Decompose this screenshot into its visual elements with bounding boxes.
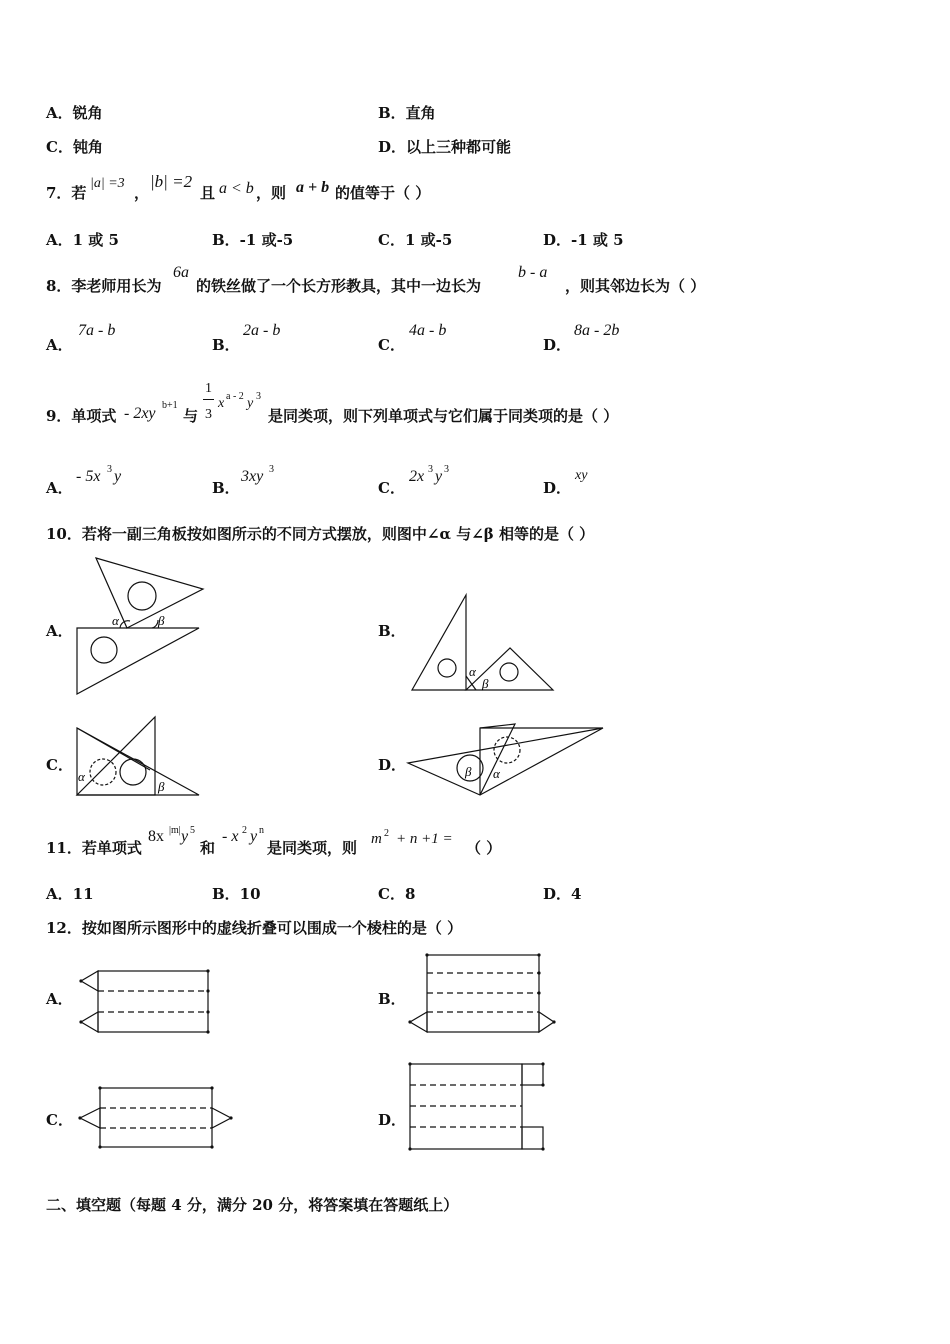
- q8-option-a: 7a - b: [78, 322, 116, 339]
- q9-option-c-y-exp: 3: [444, 464, 449, 475]
- q11-monomial-2-exp: 2: [242, 825, 247, 836]
- q8-option-b: 2a - b: [243, 322, 281, 339]
- q9-option-d: xy: [575, 468, 588, 483]
- q7-option-d: D．-1 或 5: [543, 231, 624, 249]
- q9-option-a-y: y: [114, 468, 122, 485]
- q10-label-c: C．: [46, 756, 73, 774]
- q12-label-c: C．: [46, 1111, 73, 1129]
- q7-number: 7．若: [46, 184, 87, 202]
- q8-label-d: D．: [543, 336, 572, 354]
- q7-then: ，则: [256, 184, 287, 202]
- q12-label-d: D．: [378, 1111, 407, 1129]
- q11-option-a: A．11: [46, 885, 94, 903]
- q11-monomial-2-y: y: [250, 828, 258, 845]
- q8-label-a: A．: [46, 336, 73, 354]
- q10d-alpha-label: α: [493, 766, 500, 781]
- q9-monomial-2-y: y: [247, 396, 254, 411]
- q7-option-c: C．1 或-5: [378, 231, 453, 249]
- q12-question: 12．按如图所示图形中的虚线折叠可以围成一个棱柱的是（ ）: [46, 919, 463, 937]
- q9-monomial-2-y-exp: 3: [256, 391, 261, 402]
- q9-option-c-exp: 3: [428, 464, 433, 475]
- q10-question: 10．若将一副三角板按如图所示的不同方式摆放，则图中∠α 与∠β 相等的是（ ）: [46, 525, 595, 543]
- q11-expression-tail: + n +1 =: [396, 831, 453, 847]
- q10c-alpha-label: α: [78, 769, 85, 784]
- q7-abs-b: |b| =2: [150, 172, 193, 191]
- q9-text-3: 是同类项，则下列单项式与它们属于同类项的是（ ）: [268, 407, 619, 425]
- q7-expression: a + b: [296, 179, 330, 196]
- q12-label-b: B．: [378, 990, 406, 1008]
- q8-label-c: C．: [378, 336, 405, 354]
- q11-option-c: C．8: [378, 885, 416, 903]
- q9-monomial-2: x: [218, 396, 225, 411]
- q11-expression-exp: 2: [384, 828, 389, 839]
- q6-option-b: B．直角: [378, 104, 436, 122]
- q9-label-a: A．: [46, 479, 73, 497]
- q8-text-1: 8．李老师用长为: [46, 277, 162, 295]
- q9-option-a: - 5x: [76, 468, 101, 485]
- q7-sep: ，: [134, 184, 150, 202]
- q9-fraction-num: 1: [205, 381, 212, 396]
- q11-monomial-1-exp: |m|: [169, 825, 181, 836]
- q12-label-a: A．: [46, 990, 73, 1008]
- q11-text-2: 和: [200, 839, 216, 857]
- q8-label-b: B．: [212, 336, 240, 354]
- q11-monomial-1-y: y: [181, 828, 189, 845]
- q6-option-c: C．钝角: [46, 138, 103, 156]
- q11-expression: m: [371, 831, 382, 847]
- q11-text-3: 是同类项，则: [267, 839, 358, 857]
- q11-monomial-2-y-exp: n: [259, 825, 264, 836]
- q10-label-a: A．: [46, 622, 73, 640]
- q8-option-c: 4a - b: [409, 322, 447, 339]
- q9-monomial-2-exp: a - 2: [226, 391, 244, 402]
- q7-and: 且: [200, 184, 216, 202]
- q9-label-c: C．: [378, 479, 405, 497]
- q9-label-d: D．: [543, 479, 572, 497]
- q8-option-d: 8a - 2b: [574, 322, 620, 339]
- q9-option-b-exp: 3: [269, 464, 274, 475]
- q9-option-c: 2x: [409, 468, 425, 485]
- q11-monomial-1: 8x: [148, 828, 164, 845]
- q9-label-b: B．: [212, 479, 240, 497]
- q10a-alpha-label: α: [112, 613, 119, 628]
- section-2-title: 二、填空题（每题 4 分，满分 20 分，将答案填在答题纸上）: [46, 1196, 459, 1214]
- q6-option-d: D．以上三种都可能: [378, 138, 512, 156]
- q11-monomial-2: - x: [222, 828, 239, 845]
- q9-option-c-y: y: [435, 468, 443, 485]
- q9-monomial-1: - 2xy: [124, 405, 156, 422]
- q9-text-1: 9．单项式: [46, 407, 117, 425]
- q8-length: 6a: [173, 264, 189, 281]
- q11-monomial-1-y-exp: 5: [190, 825, 195, 836]
- q10-label-b: B．: [378, 622, 406, 640]
- q7-tail: 的值等于（ ）: [335, 184, 431, 202]
- q9-option-a-exp: 3: [107, 464, 112, 475]
- q7-abs-a: |a| =3: [90, 176, 125, 191]
- q11-option-d: D．4: [543, 885, 582, 903]
- q8-text-2: 的铁丝做了一个长方形教具，其中一边长为: [196, 277, 482, 295]
- q11-text-1: 11．若单项式: [46, 839, 142, 857]
- q10b-beta-label: β: [482, 676, 489, 691]
- q7-condition: a < b: [219, 180, 254, 197]
- q9-fraction-den: 3: [205, 407, 212, 422]
- q9-option-b: 3xy: [241, 468, 264, 485]
- q8-text-3: ，则其邻边长为（ ）: [565, 277, 706, 295]
- q10a-beta-label: β: [158, 613, 165, 628]
- q10-label-d: D．: [378, 756, 407, 774]
- q7-option-b: B．-1 或-5: [212, 231, 294, 249]
- q8-side: b - a: [518, 264, 548, 281]
- q11-text-4: （ ）: [466, 839, 502, 857]
- q9-text-2: 与: [183, 407, 199, 425]
- q6-option-a: A．锐角: [46, 104, 103, 122]
- q10d-beta-label: β: [465, 764, 472, 779]
- q9-monomial-1-exp: b+1: [162, 400, 178, 411]
- q10c-beta-label: β: [158, 779, 165, 794]
- q11-option-b: B．10: [212, 885, 261, 903]
- q10b-alpha-label: α: [469, 664, 476, 679]
- q7-option-a: A．1 或 5: [46, 231, 119, 249]
